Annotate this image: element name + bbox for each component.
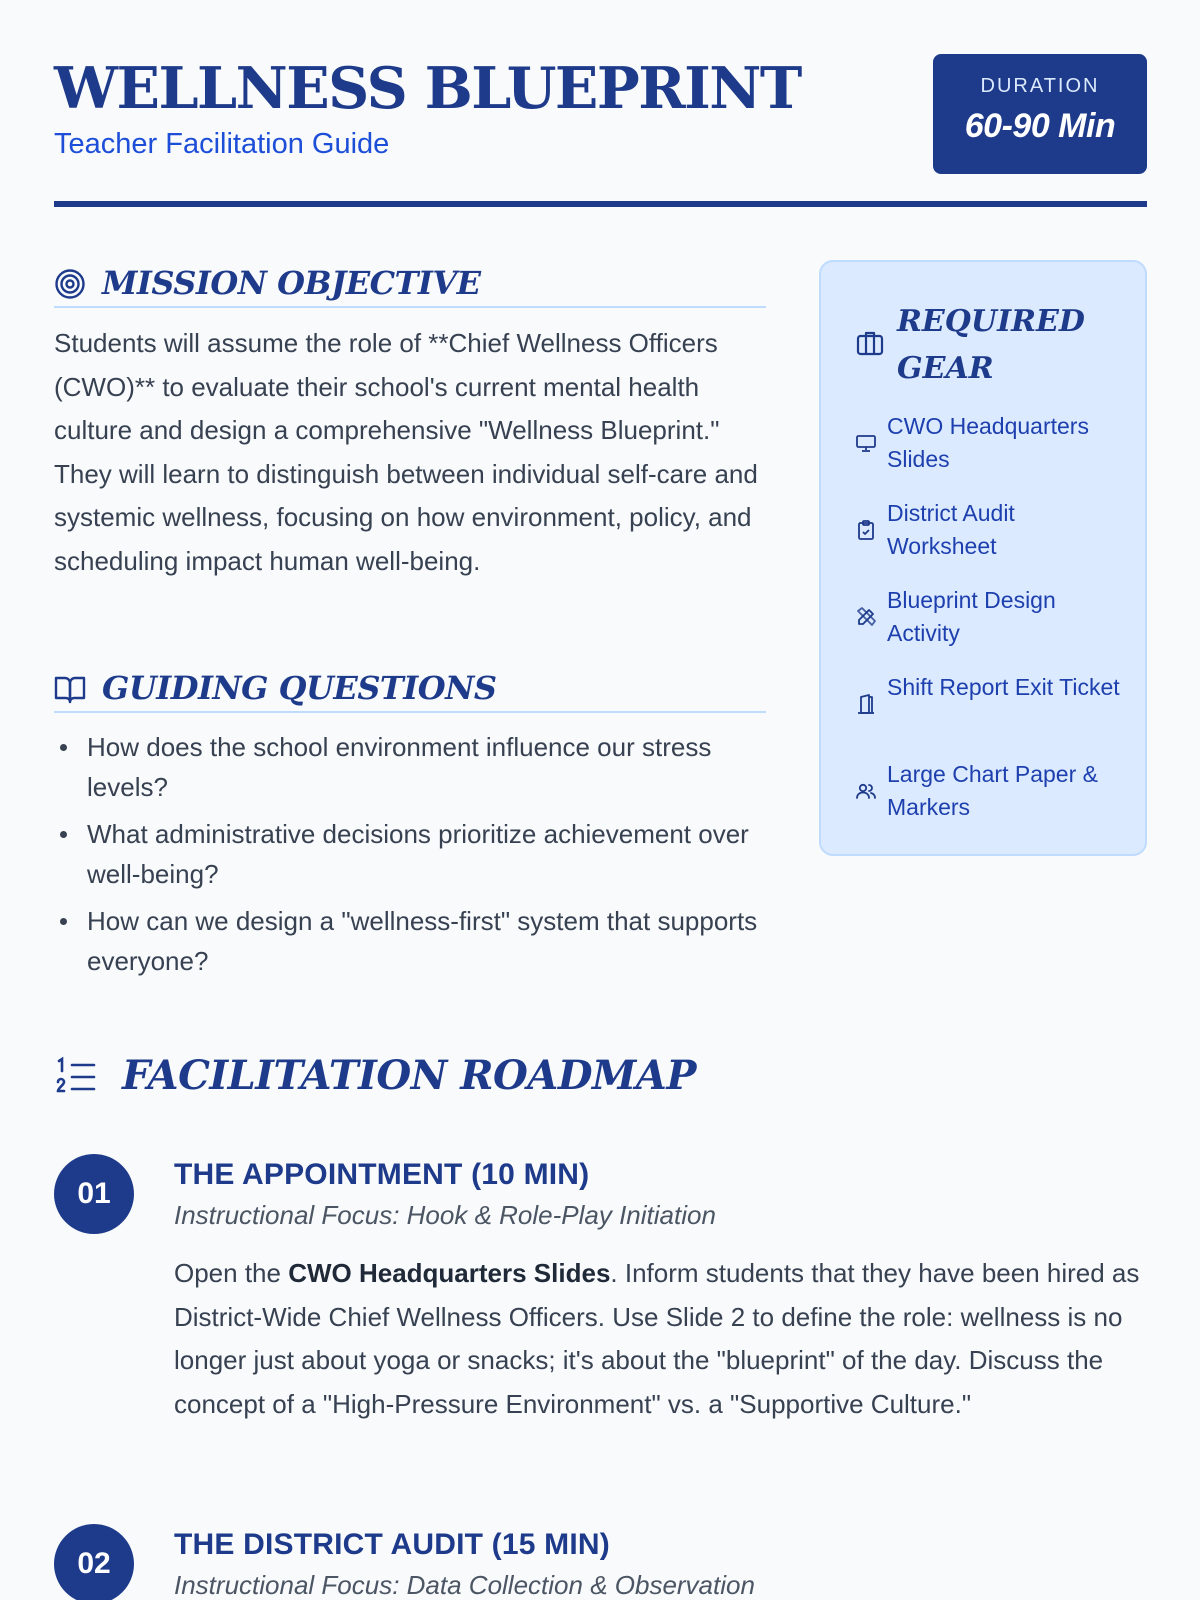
clipboard-check-icon (855, 519, 877, 541)
mission-text: Students will assume the role of **Chief Wellness Officers (CWO)** to evaluate their school's current mental health culture and design a comprehensive "Wellness Blueprint." They will learn to distinguish between individual self-care and systemic wellness, focusing on how environment, policy, and scheduling impact human well-being. (54, 328, 758, 576)
list-item: How does the school environment influence our stress levels? (54, 727, 766, 807)
target-icon (54, 268, 86, 300)
pencil-ruler-icon (855, 606, 877, 628)
mission-heading-text: MISSION OBJECTIVE (102, 264, 481, 302)
roadmap-heading-text: FACILITATION ROADMAP (122, 1052, 696, 1099)
step-body-text: . Inform students that they have been hired as District-Wide Chief Wellness Officers. Use Slide 2 to define the role: wellness is no longer just about yoga or snacks; it's about the "blueprint" of the day. Discuss the concept of a "High-Pressure Environment" vs. a "Supportive Culture." (174, 1258, 1140, 1419)
header (54, 56, 1147, 206)
list-item: What administrative decisions prioritize achievement over well-being? (54, 814, 766, 894)
step-focus: Instructional Focus: Hook & Role-Play Initiation (174, 1200, 716, 1230)
step-number: 01 (54, 1154, 134, 1234)
roadmap-heading (54, 1050, 854, 1102)
page-title: WELLNESS BLUEPRINT (54, 55, 801, 122)
step-title: THE DISTRICT AUDIT (15 MIN) (174, 1528, 610, 1561)
guiding-questions-list (54, 727, 766, 988)
gear-item-label: District Audit Worksheet (887, 500, 1015, 559)
page-subtitle: Teacher Facilitation Guide (54, 128, 390, 160)
list-item (855, 758, 1125, 845)
gear-item-label: Shift Report Exit Ticket (887, 674, 1120, 700)
monitor-icon (855, 432, 877, 454)
step-number: 02 (54, 1524, 134, 1600)
required-gear-card (819, 260, 1147, 856)
mission-heading (54, 262, 766, 308)
list-item: How can we design a "wellness-first" system that supports everyone? (54, 901, 766, 981)
gear-heading-text: REQUIRED GEAR (897, 304, 1085, 386)
list-item (855, 497, 1125, 584)
users-icon (855, 780, 877, 802)
questions-heading-text: GUIDING QUESTIONS (102, 669, 497, 707)
duration-badge (933, 54, 1147, 174)
list-item (855, 410, 1125, 497)
book-open-icon (54, 673, 86, 705)
briefcase-icon (855, 328, 885, 358)
list-item (855, 671, 1125, 758)
duration-label: DURATION (980, 75, 1100, 97)
questions-heading (54, 667, 766, 713)
gear-item-label: CWO Headquarters Slides (887, 413, 1089, 472)
gear-list (855, 410, 1125, 845)
header-divider (54, 201, 1147, 207)
step-title: THE APPOINTMENT (10 MIN) (174, 1158, 590, 1191)
duration-value: 60-90 Min (964, 107, 1116, 145)
list-ordered-icon (54, 1056, 96, 1098)
gear-item-label: Blueprint Design Activity (887, 587, 1056, 646)
step-focus: Instructional Focus: Data Collection & Observation (174, 1570, 755, 1600)
gear-item-label: Large Chart Paper & Markers (887, 761, 1098, 820)
step-body-text: Open the (174, 1258, 289, 1288)
step-body-highlight: CWO Headquarters Slides (288, 1258, 611, 1288)
list-item (855, 584, 1125, 671)
step-body (174, 1252, 1144, 1426)
door-exit-icon (855, 693, 877, 715)
